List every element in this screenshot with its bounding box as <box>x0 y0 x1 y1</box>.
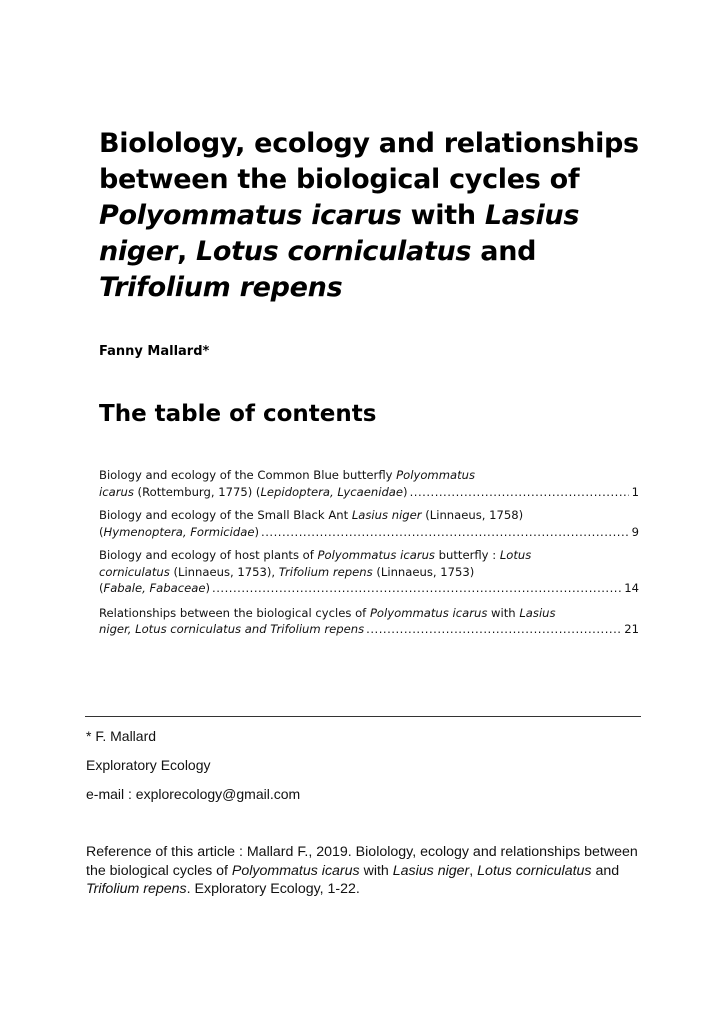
toc-text-italic: Lasius niger <box>351 508 422 522</box>
toc-entry[interactable] <box>99 547 639 597</box>
toc-text-italic: Lotus <box>499 548 532 562</box>
author-name: Fanny Mallard* <box>99 344 210 359</box>
toc-line-lead <box>99 484 408 501</box>
toc-entry-text <box>99 547 621 597</box>
species-name: niger <box>99 236 177 267</box>
toc-line <box>99 467 629 484</box>
table-of-contents <box>99 467 639 638</box>
toc-text: ) <box>403 484 408 499</box>
article-title <box>99 126 659 306</box>
toc-entry[interactable] <box>99 605 639 638</box>
toc-text-italic: Lepidoptera, Lycaenidae <box>260 484 404 499</box>
toc-line <box>99 547 621 564</box>
toc-text: Biology and ecology of host plants of <box>99 548 318 562</box>
toc-line-lead <box>99 524 259 541</box>
toc-line-lead <box>99 621 364 638</box>
toc-text: with <box>487 605 520 620</box>
toc-text: (Linnaeus, 1753) <box>372 564 475 579</box>
toc-page-number: 21 <box>624 622 639 636</box>
toc-dot-leader <box>364 621 621 638</box>
toc-text-italic: Polyommatus <box>396 468 476 482</box>
reference-text: . Exploratory Ecology, 1-22. <box>186 881 360 897</box>
species-name: Trifolium repens <box>86 881 187 897</box>
toc-line <box>99 507 629 524</box>
toc-dot-leader <box>408 484 629 501</box>
species-name: Lotus corniculatus <box>196 236 472 267</box>
footnote-affiliation: Exploratory Ecology <box>86 757 211 773</box>
toc-text: Relationships between the biological cycles of <box>99 605 370 620</box>
reference-text: , <box>469 862 478 879</box>
toc-text: Biology and ecology of the Small Black Ant <box>99 508 352 522</box>
toc-text-italic: Lasius <box>519 605 556 620</box>
reference-text: with <box>359 862 393 879</box>
toc-entry-text <box>99 507 629 540</box>
toc-text-italic: Fabale, Fabaceae <box>103 581 206 595</box>
toc-text: ) <box>205 581 211 595</box>
toc-entry-text <box>99 605 621 638</box>
footnote-author: * F. Mallard <box>86 728 157 744</box>
toc-text-italic: niger, Lotus corniculatus and Trifolium repens <box>99 622 365 636</box>
toc-text: butterfly : <box>434 548 500 562</box>
toc-entry[interactable] <box>99 467 639 500</box>
title-text: , <box>176 236 196 267</box>
toc-heading: The table of contents <box>99 401 377 427</box>
footnote-divider <box>85 716 641 717</box>
title-line: between the biological cycles of <box>99 164 580 195</box>
toc-text-italic: Polyommatus icarus <box>317 548 435 562</box>
species-name: Lasius <box>484 200 580 231</box>
toc-page-number: 14 <box>624 581 639 595</box>
toc-text: (Rottemburg, 1775) ( <box>133 484 261 499</box>
toc-line <box>99 484 629 501</box>
toc-text: ( <box>99 524 104 539</box>
toc-entry-text <box>99 467 629 500</box>
reference-text: and <box>591 862 620 879</box>
toc-line <box>99 524 629 541</box>
toc-text-italic: Hymenoptera, Formicidae <box>103 524 255 539</box>
toc-line <box>99 605 621 622</box>
species-name: Trifolium repens <box>99 272 343 303</box>
toc-text-italic: Trifolium repens <box>278 564 373 579</box>
reference-text: Reference of this article : Mallard F., 2019. Biolology, ecology and relationships between the biological cycles of <box>86 844 638 879</box>
toc-line-lead <box>99 580 210 597</box>
species-name: Lasius niger <box>392 862 470 879</box>
species-name: Lotus corniculatus <box>477 862 592 879</box>
footnote-email[interactable]: e-mail : explorecology@gmail.com <box>86 786 301 802</box>
toc-line <box>99 621 621 638</box>
toc-text-italic: icarus <box>99 484 134 499</box>
title-text: and <box>471 236 537 267</box>
toc-text: Biology and ecology of the Common Blue butterfly <box>99 468 397 482</box>
toc-dot-leader <box>259 524 629 541</box>
toc-line <box>99 564 621 581</box>
toc-entry[interactable] <box>99 507 639 540</box>
toc-page-number: 1 <box>631 484 639 499</box>
title-text: with <box>401 200 485 231</box>
toc-page-number: 9 <box>631 524 639 539</box>
species-name: Polyommatus icarus <box>231 862 360 879</box>
toc-text: ) <box>254 524 260 539</box>
toc-text: ( <box>99 581 104 595</box>
species-name: Polyommatus icarus <box>99 200 402 231</box>
title-line: Biolology, ecology and relationships <box>99 128 639 159</box>
toc-text: (Linnaeus, 1753), <box>169 564 279 579</box>
toc-line <box>99 580 621 597</box>
toc-text-italic: corniculatus <box>99 564 170 579</box>
article-reference <box>86 843 646 899</box>
toc-text: (Linnaeus, 1758) <box>421 508 524 522</box>
toc-text-italic: Polyommatus icarus <box>369 605 488 620</box>
toc-dot-leader <box>210 580 621 597</box>
